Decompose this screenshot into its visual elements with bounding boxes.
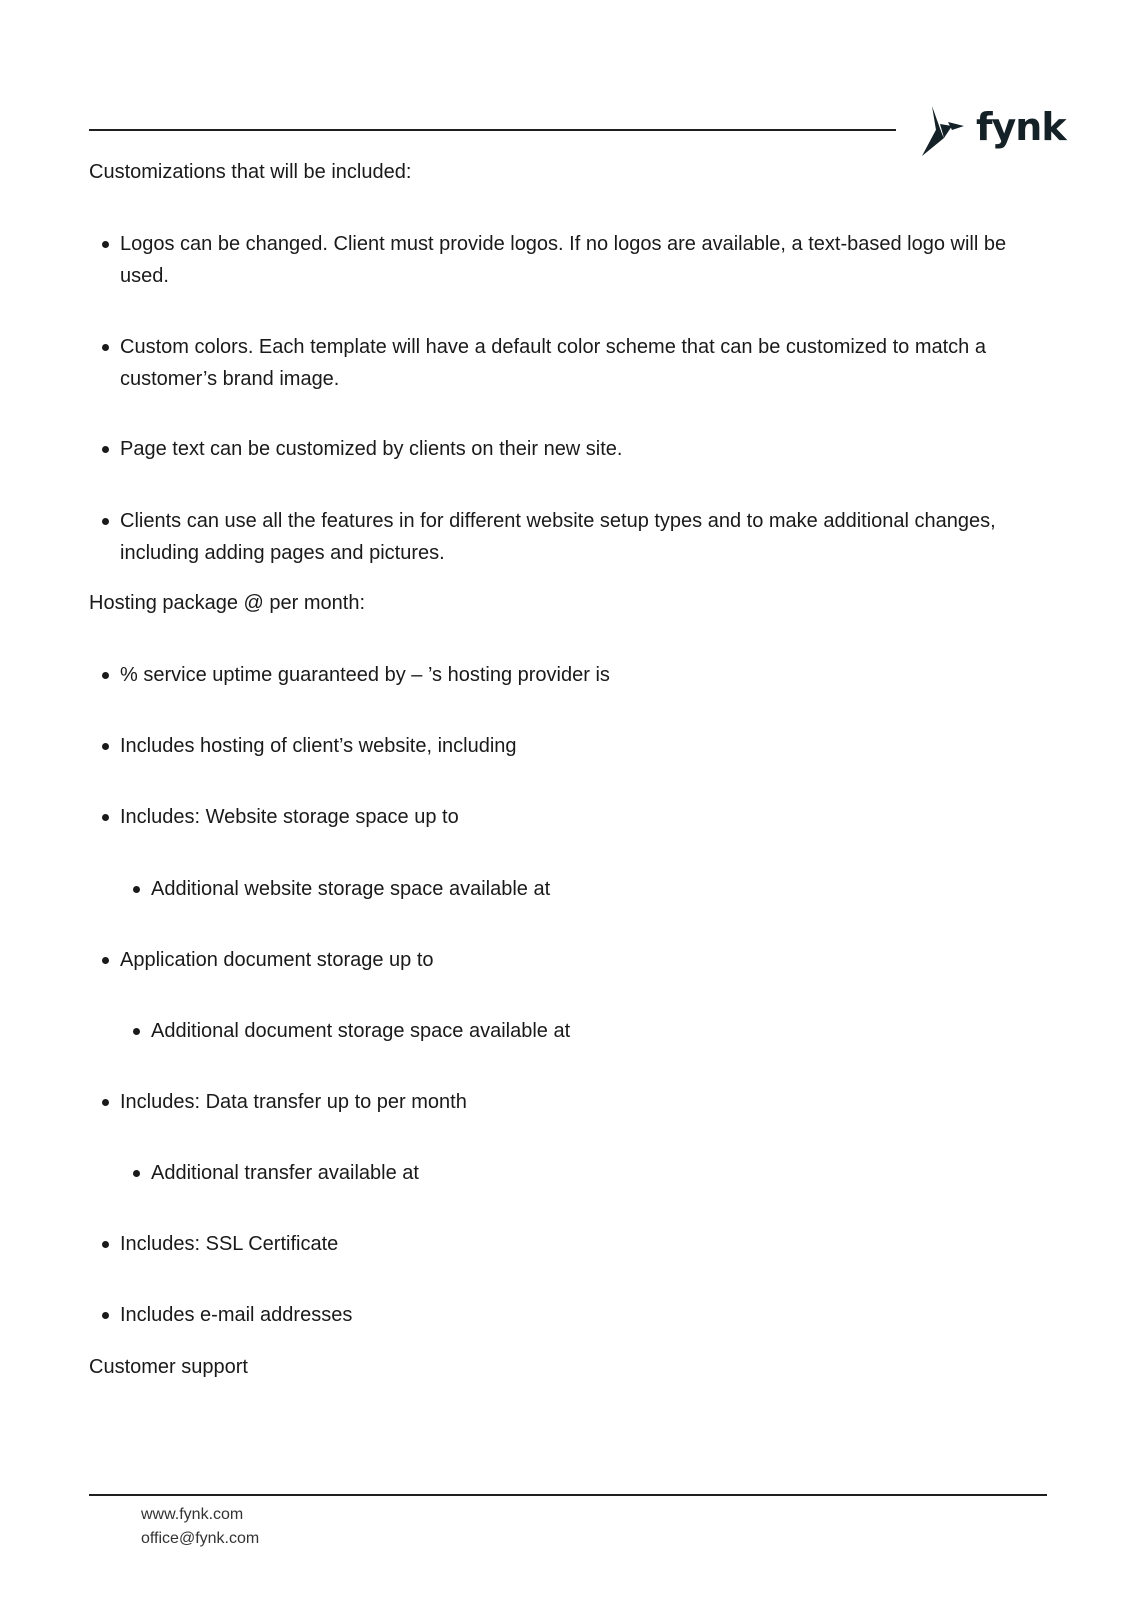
list-item (102, 944, 1047, 976)
list-item-text: Application document storage up to (120, 949, 434, 971)
hosting-heading: Hosting package @ per month: (89, 592, 366, 614)
bullet-icon (102, 743, 109, 750)
bullet-icon (102, 957, 109, 964)
sub-list-item (133, 1015, 1033, 1047)
sub-list-item (133, 1157, 1033, 1189)
bullet-icon (102, 1241, 109, 1248)
bullet-icon (102, 344, 109, 351)
list-item-text: Includes: SSL Certificate (120, 1233, 339, 1255)
list-item-text: Clients can use all the features in for different website setup types and to make additional changes, including adding pages and pictures. (120, 510, 996, 564)
bullet-icon (133, 886, 140, 893)
list-item (102, 228, 1047, 292)
origami-bird-icon (918, 104, 974, 160)
bullet-icon (133, 1170, 140, 1177)
bullet-icon (102, 241, 109, 248)
bullet-icon (102, 518, 109, 525)
customizations-heading: Customizations that will be included: (89, 161, 412, 183)
bullet-icon (102, 814, 109, 821)
list-item (102, 1228, 1047, 1260)
list-item (102, 1299, 1047, 1331)
list-item (102, 505, 1047, 569)
list-item-text: Includes: Website storage space up to (120, 806, 459, 828)
list-item (102, 659, 1047, 691)
support-heading: Customer support (89, 1356, 248, 1378)
list-item-text: Includes: Data transfer up to per month (120, 1091, 467, 1113)
brand-wordmark: fynk (976, 105, 1066, 149)
list-item-text: Page text can be customized by clients on their new site. (120, 438, 623, 460)
list-item-text: Includes hosting of client’s website, including (120, 735, 517, 757)
list-item-text: Additional website storage space available at (151, 878, 551, 900)
list-item-text: Logos can be changed. Client must provide logos. If no logos are available, a text-based logo will be used. (120, 233, 1007, 287)
list-item (102, 1086, 1047, 1118)
footer-website-link[interactable]: www.fynk.com (141, 1506, 244, 1523)
sub-list-item (133, 873, 1033, 905)
bullet-icon (102, 1312, 109, 1319)
list-item-text: Custom colors. Each template will have a default color scheme that can be customized to match a customer’s brand image. (120, 336, 986, 390)
list-item (102, 433, 1047, 465)
bullet-icon (102, 446, 109, 453)
list-item-text: Additional document storage space available at (151, 1020, 571, 1042)
list-item-text: Includes e-mail addresses (120, 1304, 353, 1326)
bullet-icon (133, 1028, 140, 1035)
list-item-text: Additional transfer available at (151, 1162, 419, 1184)
header-divider (89, 129, 896, 131)
footer-email-link[interactable]: office@fynk.com (141, 1530, 260, 1547)
bullet-icon (102, 672, 109, 679)
footer-divider (89, 1494, 1047, 1496)
list-item (102, 331, 1047, 395)
list-item-text: % service uptime guaranteed by – ’s hosting provider is (120, 664, 610, 686)
list-item (102, 801, 1047, 833)
list-item (102, 730, 1047, 762)
bullet-icon (102, 1099, 109, 1106)
brand-logo (918, 104, 1066, 160)
